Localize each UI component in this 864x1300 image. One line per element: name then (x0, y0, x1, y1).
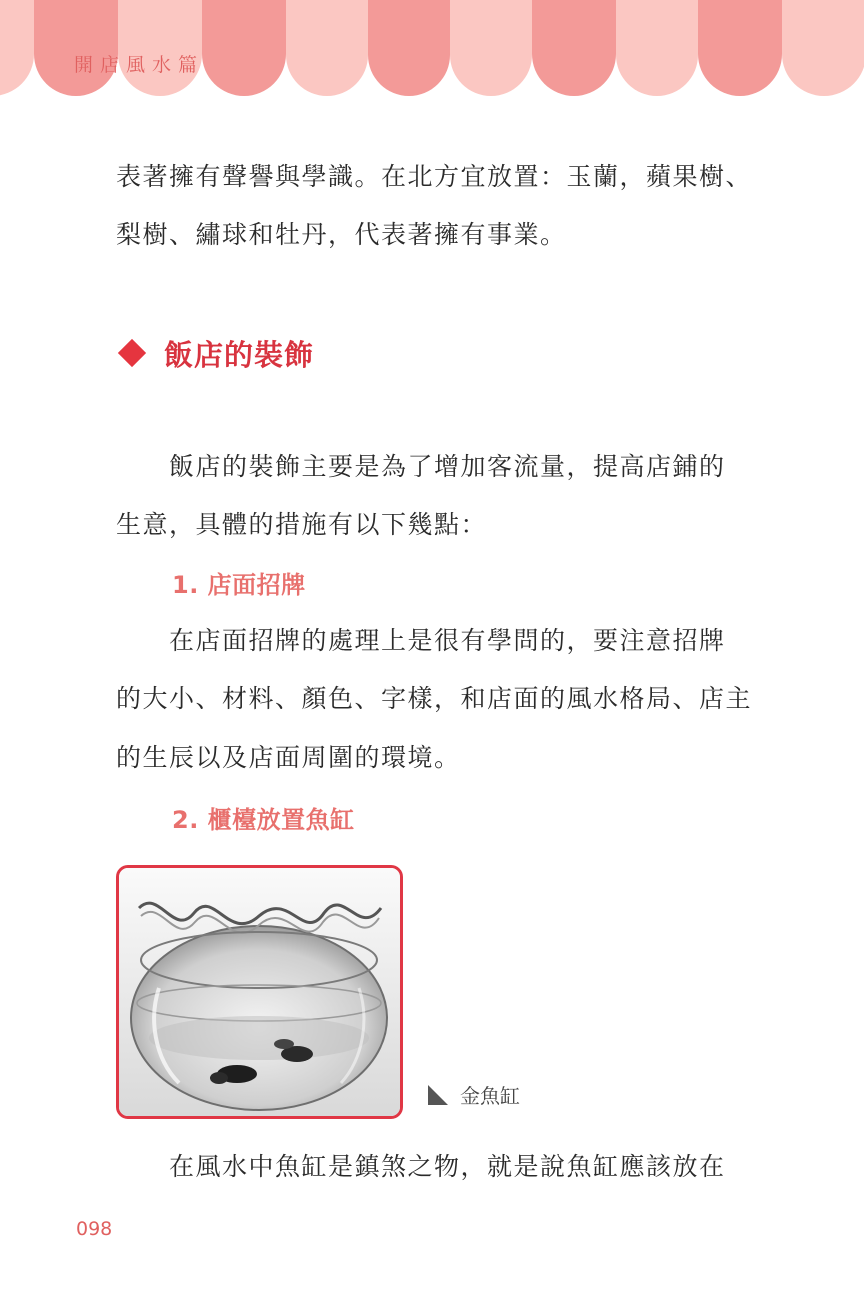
awning-scallop (532, 0, 616, 96)
awning-scallop (0, 0, 34, 96)
diamond-bullet-icon (118, 339, 146, 367)
section-heading (116, 330, 314, 376)
page-number: 098 (76, 1218, 113, 1240)
body-text-line: 生意，具體的措施有以下幾點： (116, 510, 488, 539)
body-text-line: 的生辰以及店面周圍的環境。 (116, 743, 461, 772)
body-text-line: 的大小、材料、顏色、字樣，和店面的風水格局、店主 (116, 684, 753, 713)
body-text-line: 梨樹、繡球和牡丹，代表著擁有事業。 (116, 220, 567, 249)
caption-triangle-icon (428, 1085, 448, 1105)
awning-scallop (34, 0, 118, 96)
body-text-line: 表著擁有聲譽與學識。在北方宜放置：玉蘭，蘋果樹、 (116, 162, 753, 191)
body-text-line: 在店面招牌的處理上是很有學問的，要注意招牌 (116, 626, 726, 655)
photo-caption-text: 金魚缸 (460, 1084, 520, 1108)
awning-scallop (782, 0, 864, 96)
body-text-line: 在風水中魚缸是鎮煞之物，就是說魚缸應該放在 (116, 1152, 726, 1181)
awning-scallop (698, 0, 782, 96)
subheading-signboard: 1. 店面招牌 (172, 571, 306, 599)
awning-header (0, 0, 864, 100)
section-title: 飯店的裝飾 (164, 337, 315, 372)
photo-caption (428, 1080, 520, 1109)
awning-scallop (118, 0, 202, 96)
awning-scallop (202, 0, 286, 96)
body-text-line: 飯店的裝飾主要是為了增加客流量，提高店鋪的 (116, 452, 726, 481)
awning-scallop (368, 0, 450, 96)
goldfish-bowl-photo (116, 865, 403, 1119)
awning-scallop (616, 0, 698, 96)
goldfish-bowl-illustration (119, 868, 400, 1116)
subheading-fish-tank: 2. 櫃檯放置魚缸 (172, 806, 355, 834)
awning-scallop (286, 0, 368, 96)
running-header-title: 開店風水篇 (74, 54, 205, 76)
awning-scallop (450, 0, 532, 96)
